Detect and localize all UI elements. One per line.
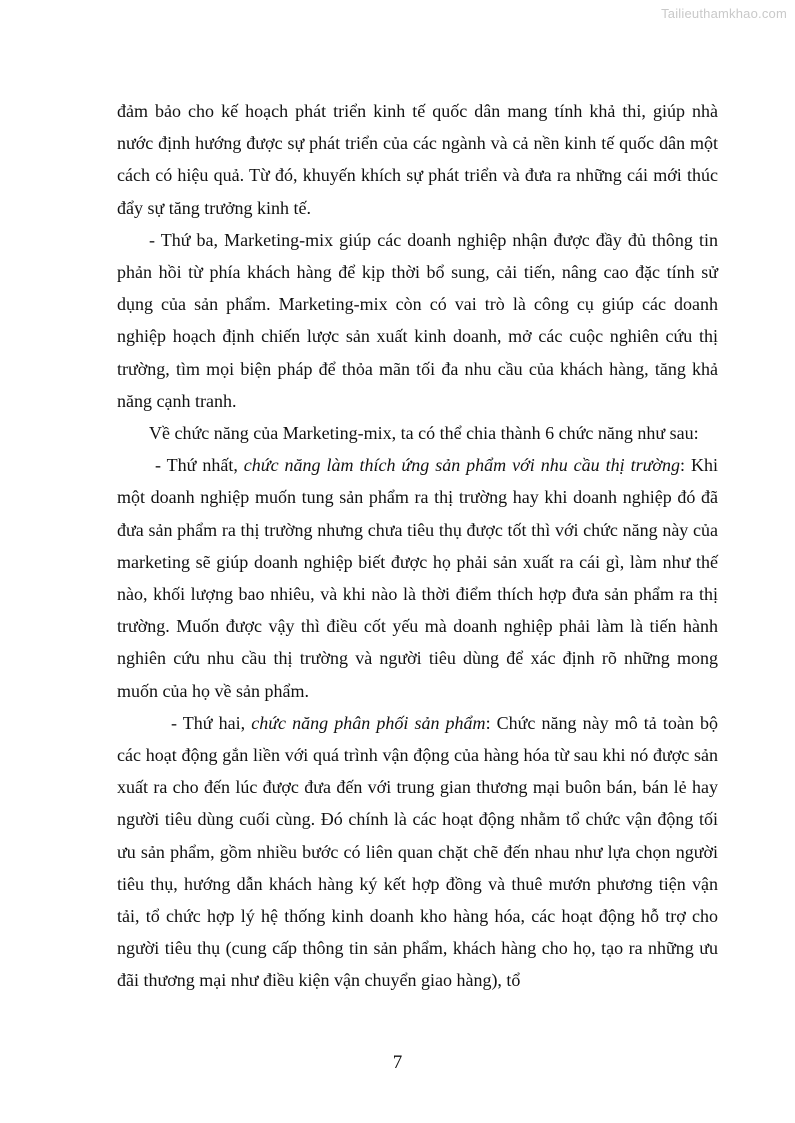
paragraph-economic-planning: đảm bảo cho kế hoạch phát triển kinh tế quốc dân mang tính khả thi, giúp nhà nước định hướng được sự phát triển của các ngành và cả nền kinh tế quốc dân một cách có hiệu quả. Từ đó, khuyến khích sự phát triển và đưa ra những cái mới thúc đẩy sự tăng trưởng kinh tế. bbox=[117, 101, 718, 218]
paragraph-second-function bbox=[117, 707, 718, 997]
second-function-body: : Chức năng này mô tả toàn bộ các hoạt động gắn liền với quá trình vận động của hàng hóa từ sau khi nó được sản xuất ra cho đến lúc được đưa đến với trung gian thương mại buôn bán, bán lẻ hay người tiêu dùng cuối cùng. Đó chính là các hoạt động nhằm tổ chức vận động tối ưu sản phẩm, gồm nhiều bước có liên quan chặt chẽ đến nhau như lựa chọn người tiêu thụ, hướng dẫn khách hàng ký kết hợp đồng và thuê mướn phương tiện vận tải, tổ chức hợp lý hệ thống kinh doanh kho hàng hóa, các hoạt động hỗ trợ cho người tiêu thụ (cung cấp thông tin sản phẩm, khách hàng cho họ, tạo ra những ưu đãi thương mại như điều kiện vận chuyển giao hàng), tổ bbox=[117, 712, 718, 991]
second-function-lead: - Thứ hai, bbox=[171, 712, 252, 733]
paragraph-first-function bbox=[117, 449, 718, 707]
first-function-body: : Khi một doanh nghiệp muốn tung sản phẩm ra thị trường hay khi doanh nghiệp đó đã đưa sản phẩm ra thị trường nhưng chưa tiêu thụ được tốt thì với chức năng này của marketing sẽ giúp doanh nghiệp biết được họ phải sản xuất ra cái gì, làm như thế nào, khối lượng bao nhiêu, và khi nào là thời điểm thích hợp đưa sản phẩm ra thị trường. Muốn được vậy thì điều cốt yếu mà doanh nghiệp phải làm là tiến hành nghiên cứu nhu cầu thị trường và người tiêu dùng để xác định rõ những mong muốn của họ về sản phẩm. bbox=[117, 455, 718, 701]
second-function-title: chức năng phân phối sản phẩm bbox=[251, 712, 486, 733]
watermark-text: Tailieuthamkhao.com bbox=[661, 6, 787, 21]
page-number: 7 bbox=[392, 1052, 403, 1073]
first-function-title: chức năng làm thích ứng sản phẩm với nhu cầu thị trường bbox=[243, 455, 680, 476]
paragraph-functions-intro: Về chức năng của Marketing-mix, ta có thể chia thành 6 chức năng như sau: bbox=[149, 423, 699, 444]
document-body bbox=[117, 95, 718, 997]
first-function-lead: - Thứ nhất, bbox=[155, 455, 244, 476]
paragraph-third-role: - Thứ ba, Marketing-mix giúp các doanh nghiệp nhận được đầy đủ thông tin phản hồi từ phía khách hàng để kịp thời bổ sung, cải tiến, nâng cao đặc tính sử dụng của sản phẩm. Marketing-mix còn có vai trò là công cụ giúp các doanh nghiệp hoạch định chiến lược sản xuất kinh doanh, mở các cuộc nghiên cứu thị trường, tìm mọi biện pháp để thỏa mãn tối đa nhu cầu của khách hàng, tăng khả năng cạnh tranh. bbox=[117, 229, 718, 411]
